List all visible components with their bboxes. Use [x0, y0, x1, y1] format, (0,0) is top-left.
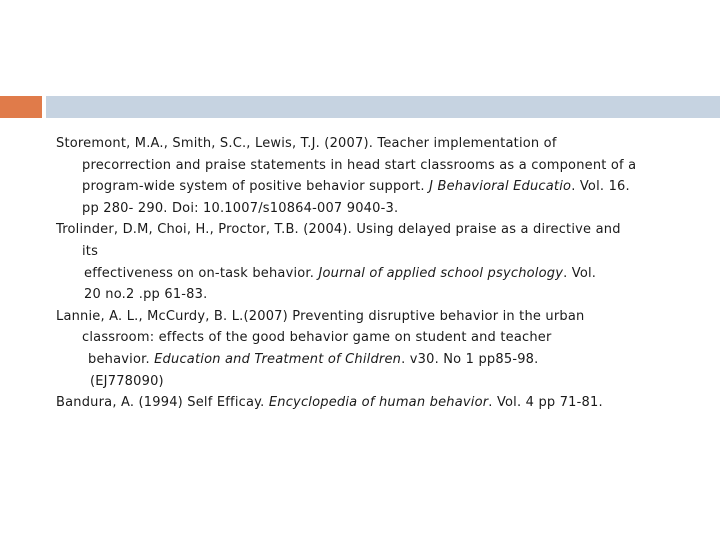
reference-list: [56, 133, 676, 414]
reference-line: 20 no.2 .pp 61-83.: [84, 287, 208, 303]
reference-text: . Vol. 4 pp 71-81.: [488, 395, 603, 411]
reference-text: . Vol.: [563, 265, 597, 281]
reference-item: [56, 133, 676, 219]
journal-title: Encyclopedia of human behavior: [268, 395, 489, 411]
accent-gray-band: [46, 96, 720, 118]
title-accent-bar: [0, 96, 720, 118]
reference-line: [56, 349, 676, 371]
reference-line: its: [82, 243, 99, 259]
reference-line: [56, 392, 676, 414]
reference-line: pp 280- 290. Doi: 10.1007/s10864-007 9040-3.: [82, 200, 399, 216]
reference-text: . Vol. 16.: [571, 179, 630, 195]
reference-line: Trolinder, D.M, Choi, H., Proctor, T.B. (2004). Using delayed praise as a directive and: [56, 222, 621, 238]
reference-text: Bandura, A. (1994) Self Efficay.: [56, 395, 269, 411]
reference-line: Lannie, A. L., McCurdy, B. L.(2007) Preventing disruptive behavior in the urban: [56, 308, 585, 324]
reference-text: effectiveness on on-task behavior.: [84, 265, 319, 281]
reference-text: behavior.: [88, 351, 155, 367]
reference-line: Storemont, M.A., Smith, S.C., Lewis, T.J. (2007). Teacher implementation of: [56, 136, 557, 151]
journal-title: Education and Treatment of Children: [154, 351, 402, 367]
reference-item: [56, 219, 676, 305]
accent-orange-block: [0, 96, 42, 118]
reference-line: precorrection and praise statements in head start classrooms as a component of a: [82, 157, 637, 173]
journal-title: J Behavioral Educatio: [429, 179, 572, 195]
reference-line: [56, 176, 676, 198]
journal-title: Journal of applied school psychology: [318, 265, 564, 281]
reference-line: (EJ778090): [90, 373, 164, 389]
reference-line: [56, 263, 676, 285]
reference-item: [56, 392, 676, 414]
reference-line: classroom: effects of the good behavior game on student and teacher: [82, 330, 552, 346]
reference-item: [56, 306, 676, 392]
reference-text: program-wide system of positive behavior support.: [82, 179, 430, 195]
reference-text: . v30. No 1 pp85-98.: [401, 351, 539, 367]
